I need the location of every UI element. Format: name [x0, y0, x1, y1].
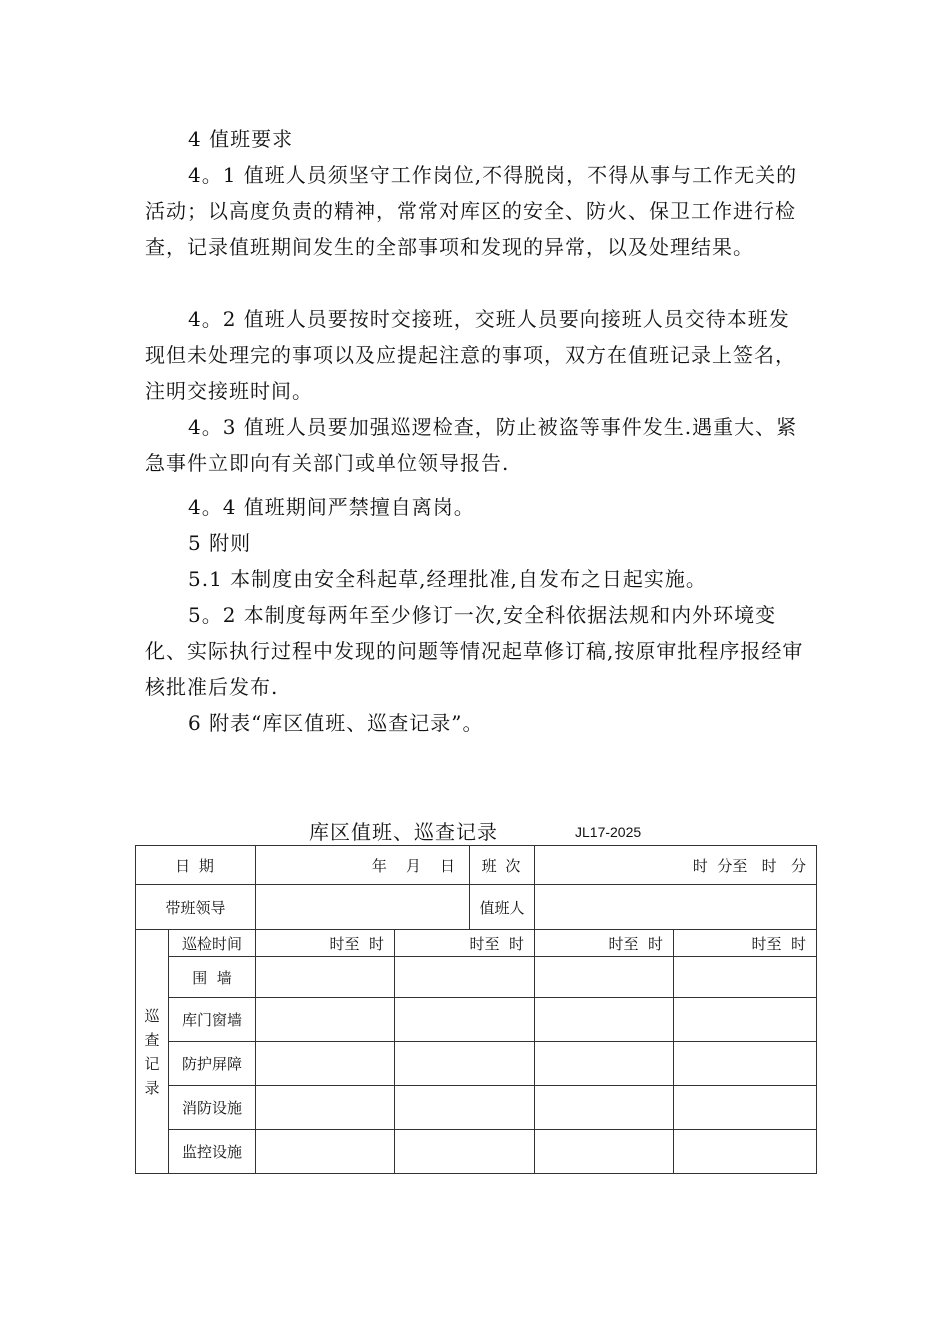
- paragraph-5-1: 5.1 本制度由安全科起草,经理批准,自发布之日起实施。: [188, 567, 707, 591]
- record-cell[interactable]: [395, 1130, 535, 1174]
- table-row-fire-facilities: [136, 1086, 817, 1130]
- table-row-doors-windows: [136, 998, 817, 1042]
- duty-person-label: 值班人: [470, 885, 535, 930]
- record-cell[interactable]: [674, 957, 817, 998]
- item-label-monitoring: 监控设施: [169, 1130, 256, 1174]
- record-cell[interactable]: [535, 998, 674, 1042]
- paragraph-4-1: 4。1 值班人员须坚守工作岗位,不得脱岗，不得从事与工作无关的活动；以高度负责的精神，常常对库区的安全、防火、保卫工作进行检查，记录值班期间发生的全部事项和发现的异常，以及处理结果。: [145, 163, 798, 259]
- section-6-heading: 6 附表“库区值班、巡查记录”。: [188, 711, 484, 735]
- paragraph-4-3: 4。3 值班人员要加强巡逻检查，防止被盗等事件发生.遇重大、紧急事件立即向有关部门或单位领导报告.: [145, 415, 798, 475]
- time-slot-4[interactable]: 时至 时: [674, 930, 817, 957]
- record-cell[interactable]: [535, 957, 674, 998]
- time-slot-3[interactable]: 时至 时: [535, 930, 674, 957]
- shift-field[interactable]: 时 分至 时 分: [535, 846, 817, 885]
- record-cell[interactable]: [256, 1130, 395, 1174]
- section-char-2: 查: [144, 1030, 160, 1049]
- table-title: 库区值班、巡查记录: [309, 820, 498, 844]
- time-slot-1[interactable]: 时至 时: [256, 930, 395, 957]
- leader-field[interactable]: [256, 885, 470, 930]
- date-field[interactable]: 年 月 日: [256, 846, 470, 885]
- date-label: 日 期: [136, 846, 256, 885]
- record-cell[interactable]: [674, 1130, 817, 1174]
- record-cell[interactable]: [674, 1086, 817, 1130]
- record-cell[interactable]: [535, 1130, 674, 1174]
- table-title-row: [0, 816, 950, 846]
- section-char-1: 巡: [144, 1006, 160, 1025]
- item-label-wall: 围 墙: [169, 957, 256, 998]
- section-5-heading: 5 附则: [188, 531, 252, 555]
- record-cell[interactable]: [674, 998, 817, 1042]
- patrol-record-section-label: [136, 930, 169, 1174]
- paragraph-5-2: 5。2 本制度每两年至少修订一次,安全科依据法规和内外环境变化、实际执行过程中发现的问题等情况起草修订稿,按原审批程序报经审核批准后发布.: [145, 603, 804, 699]
- duty-person-field[interactable]: [535, 885, 817, 930]
- record-cell[interactable]: [256, 957, 395, 998]
- table-row-barrier: [136, 1042, 817, 1086]
- item-label-doors-windows: 库门窗墙: [169, 998, 256, 1042]
- inspection-time-label: 巡检时间: [169, 930, 256, 957]
- record-cell[interactable]: [395, 1086, 535, 1130]
- table-row-leader: [136, 885, 817, 930]
- table-row-monitoring: [136, 1130, 817, 1174]
- paragraph-4-4: 4。4 值班期间严禁擅自离岗。: [188, 495, 475, 519]
- shift-label: 班 次: [470, 846, 535, 885]
- item-label-barrier: 防护屏障: [169, 1042, 256, 1086]
- record-cell[interactable]: [395, 1042, 535, 1086]
- section-4-heading: 4 值班要求: [188, 127, 294, 151]
- table-row-wall: [136, 957, 817, 998]
- section-char-3: 记: [144, 1054, 160, 1073]
- form-code: JL17-2025: [575, 824, 642, 840]
- record-cell[interactable]: [256, 998, 395, 1042]
- item-label-fire-facilities: 消防设施: [169, 1086, 256, 1130]
- leader-label: 带班领导: [136, 885, 256, 930]
- record-cell[interactable]: [535, 1042, 674, 1086]
- section-char-4: 录: [144, 1078, 160, 1097]
- table-row-date: [136, 846, 817, 885]
- paragraph-4-2: 4。2 值班人员要按时交接班，交班人员要向接班人员交待本班发现但未处理完的事项以及应提起注意的事项，双方在值班记录上签名，注明交接班时间。: [145, 307, 796, 403]
- record-cell[interactable]: [395, 957, 535, 998]
- record-cell[interactable]: [674, 1042, 817, 1086]
- record-cell[interactable]: [535, 1086, 674, 1130]
- patrol-record-table: [135, 845, 817, 1174]
- record-cell[interactable]: [256, 1086, 395, 1130]
- record-cell[interactable]: [256, 1042, 395, 1086]
- time-slot-2[interactable]: 时至 时: [395, 930, 535, 957]
- record-cell[interactable]: [395, 998, 535, 1042]
- table-row-inspection-time: [136, 930, 817, 957]
